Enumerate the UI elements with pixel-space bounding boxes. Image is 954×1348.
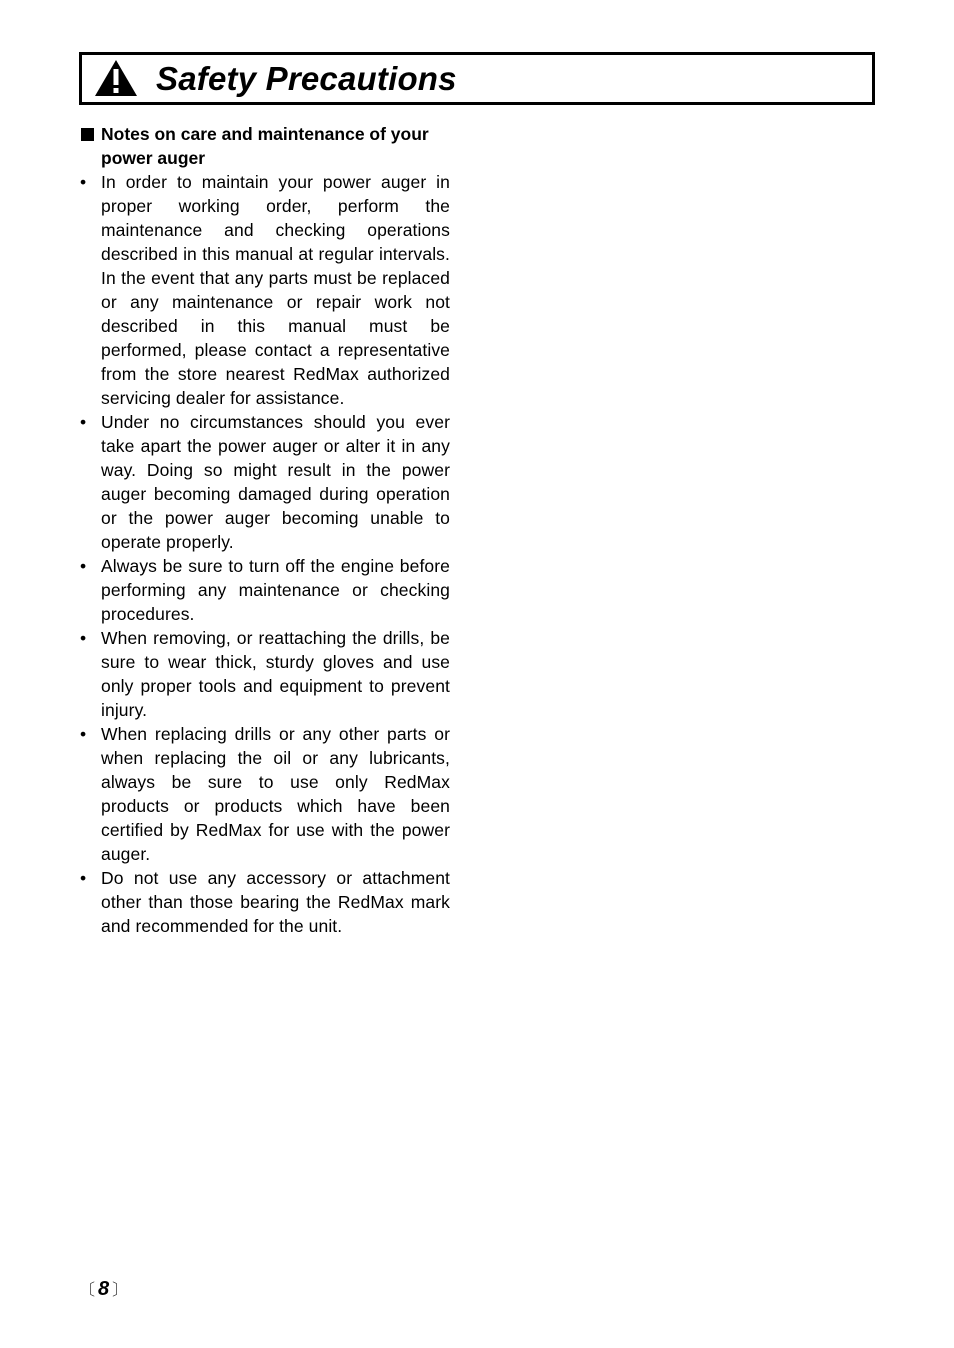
- list-item: [79, 722, 450, 866]
- title-box: [79, 52, 875, 105]
- list-item: [79, 170, 450, 410]
- bullet-dot-icon: •: [80, 724, 87, 744]
- page-number-bracket-close: 〕: [112, 1282, 129, 1299]
- list-item: [79, 626, 450, 722]
- bullet-list: [79, 170, 450, 938]
- bullet-dot-icon: •: [80, 556, 87, 576]
- square-bullet-icon: [81, 128, 94, 141]
- bullet-dot-icon: •: [80, 412, 87, 432]
- page-number-bracket-open: 〔: [79, 1282, 96, 1299]
- list-item: [79, 410, 450, 554]
- page-title: Safety Precautions: [156, 60, 457, 97]
- list-item: [79, 554, 450, 626]
- list-item-text: When replacing drills or any other parts or when replacing the oil or any lubricants, always be sure to use only RedMax products or products which have been certified by RedMax for use with the power auger.: [101, 724, 450, 864]
- care-maintenance-section: [79, 122, 450, 938]
- section-heading: [79, 122, 450, 170]
- bullet-dot-icon: •: [80, 628, 87, 648]
- page-number-value: 8: [98, 1278, 110, 1300]
- page-number: [79, 1276, 128, 1304]
- list-item-text: In order to maintain your power auger in proper working order, perform the maintenance and checking operations described in this manual at regular intervals. In the event that any parts must be replaced or any maintenance or repair work not described in this manual must be performed, please contact a representative from the store nearest RedMax authorized servicing dealer for assistance.: [101, 172, 450, 408]
- list-item-text: Under no circumstances should you ever take apart the power auger or alter it in any way. Doing so might result in the power auger becoming damaged during operation or the power auger becoming unable to operate properly.: [101, 412, 450, 552]
- bullet-dot-icon: •: [80, 868, 87, 888]
- bullet-dot-icon: •: [80, 172, 87, 192]
- list-item-text: Do not use any accessory or attachment other than those bearing the RedMax mark and recommended for the unit.: [101, 868, 450, 936]
- list-item-text: Always be sure to turn off the engine before performing any maintenance or checking procedures.: [101, 556, 450, 624]
- list-item: [79, 866, 450, 938]
- section-heading-text: Notes on care and maintenance of your power auger: [101, 124, 429, 168]
- list-item-text: When removing, or reattaching the drills, be sure to wear thick, sturdy gloves and use only proper tools and equipment to prevent injury.: [101, 628, 450, 720]
- warning-triangle-icon: [94, 59, 138, 97]
